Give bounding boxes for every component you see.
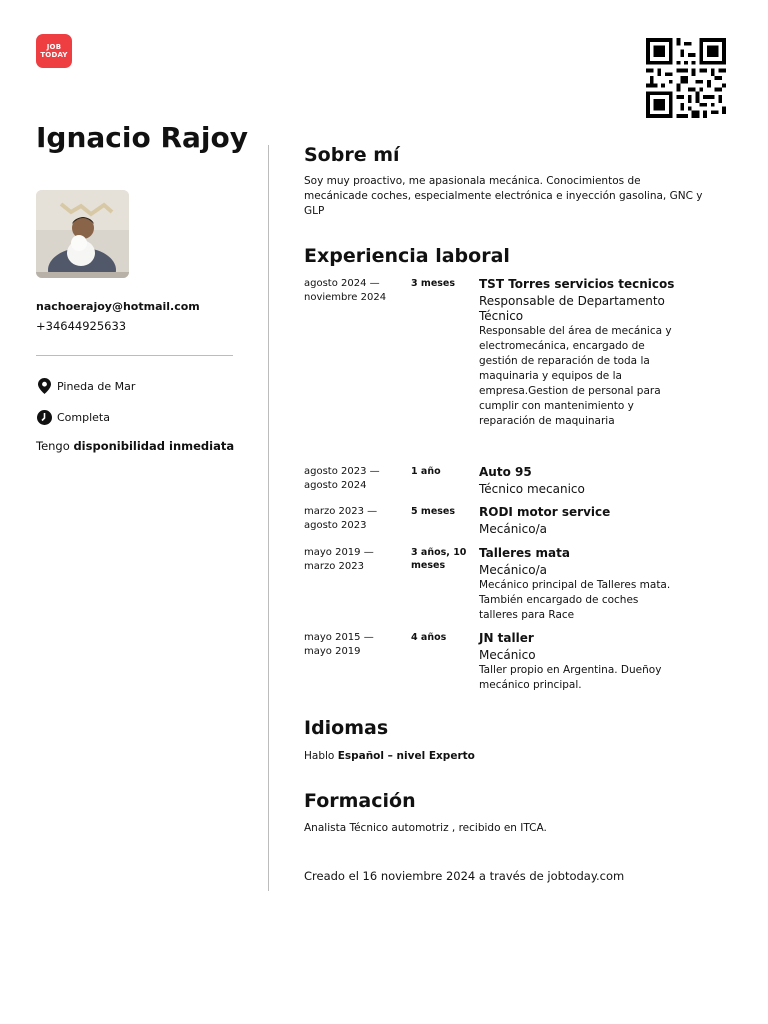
about-text: Soy muy proactivo, me apasionala mecánica. Conocimientos de mecánicade coches, especialmente electrónica e inyección gasolina, GNC y GLP — [304, 175, 703, 217]
languages-prefix: Hablo — [304, 750, 335, 762]
job-company: RODI motor service — [479, 505, 611, 519]
languages-value: Español – nivel Experto — [337, 750, 475, 762]
job-description: Responsable del área de mecánica y electromecánica, encargado de gestión de reparación de toda la maquinaria y equipos de la empresa.Gestion de personal para cumplir con mantenimiento y reparación de maquinaria — [479, 325, 672, 427]
job-role: Mecánico/a — [479, 522, 547, 536]
candidate-name: Ignacio Rajoy — [36, 121, 249, 154]
job-role: Mecánico — [479, 648, 536, 662]
map-pin-icon — [36, 378, 52, 394]
job-dates: agosto 2024 — noviembre 2024 — [304, 278, 387, 303]
job-company: JN taller — [479, 631, 534, 645]
clock-icon — [36, 409, 52, 425]
location-row — [36, 378, 135, 394]
availability-value: disponibilidad inmediata — [73, 439, 235, 453]
education-text: Analista Técnico automotriz , recibido en ITCA. — [304, 822, 547, 834]
schedule-row — [36, 409, 110, 425]
location-text: Pineda de Mar — [57, 379, 136, 393]
job-duration: 4 años — [411, 632, 447, 643]
job-dates: mayo 2015 — mayo 2019 — [304, 632, 374, 657]
job-duration: 5 meses — [411, 506, 456, 517]
job-role: Mecánico/a — [479, 563, 547, 577]
column-divider — [268, 145, 269, 891]
job-dates: agosto 2023 — agosto 2024 — [304, 466, 380, 491]
availability — [36, 439, 236, 453]
about-title: Sobre mí — [304, 144, 400, 166]
jobtoday-logo — [36, 34, 72, 68]
job-company: Auto 95 — [479, 465, 532, 479]
job-dates: mayo 2019 — marzo 2023 — [304, 547, 374, 572]
experience-title: Experiencia laboral — [304, 245, 510, 267]
job-description: Mecánico principal de Talleres mata. También encargado de coches talleres para Race — [479, 579, 671, 621]
availability-prefix: Tengo — [36, 439, 70, 453]
profile-photo — [36, 190, 129, 278]
education-title: Formación — [304, 790, 416, 812]
logo-line-1: JOB — [46, 43, 62, 51]
logo-line-2: TODAY — [40, 51, 68, 59]
languages-title: Idiomas — [304, 717, 389, 739]
job-role: Responsable de Departamento Técnico — [479, 294, 665, 323]
created-footer: Creado el 16 noviembre 2024 a través de jobtoday.com — [304, 869, 625, 883]
qr-code-icon — [644, 38, 728, 118]
job-duration: 3 meses — [411, 278, 456, 289]
job-duration: 3 años, 10 meses — [411, 547, 467, 571]
languages-text — [304, 750, 475, 762]
job-role: Técnico mecanico — [479, 482, 585, 496]
job-description: Taller propio en Argentina. Dueñoy mecánico principal. — [479, 664, 662, 691]
job-duration: 1 año — [411, 466, 441, 477]
email-address[interactable]: nachoerajoy@hotmail.com — [36, 300, 200, 313]
job-dates: marzo 2023 — agosto 2023 — [304, 506, 378, 531]
job-company: Talleres mata — [479, 546, 570, 560]
schedule-text: Completa — [57, 410, 110, 424]
left-divider — [36, 355, 233, 356]
phone-number[interactable]: +34644925633 — [36, 319, 127, 333]
job-company: TST Torres servicios tecnicos — [479, 277, 675, 291]
